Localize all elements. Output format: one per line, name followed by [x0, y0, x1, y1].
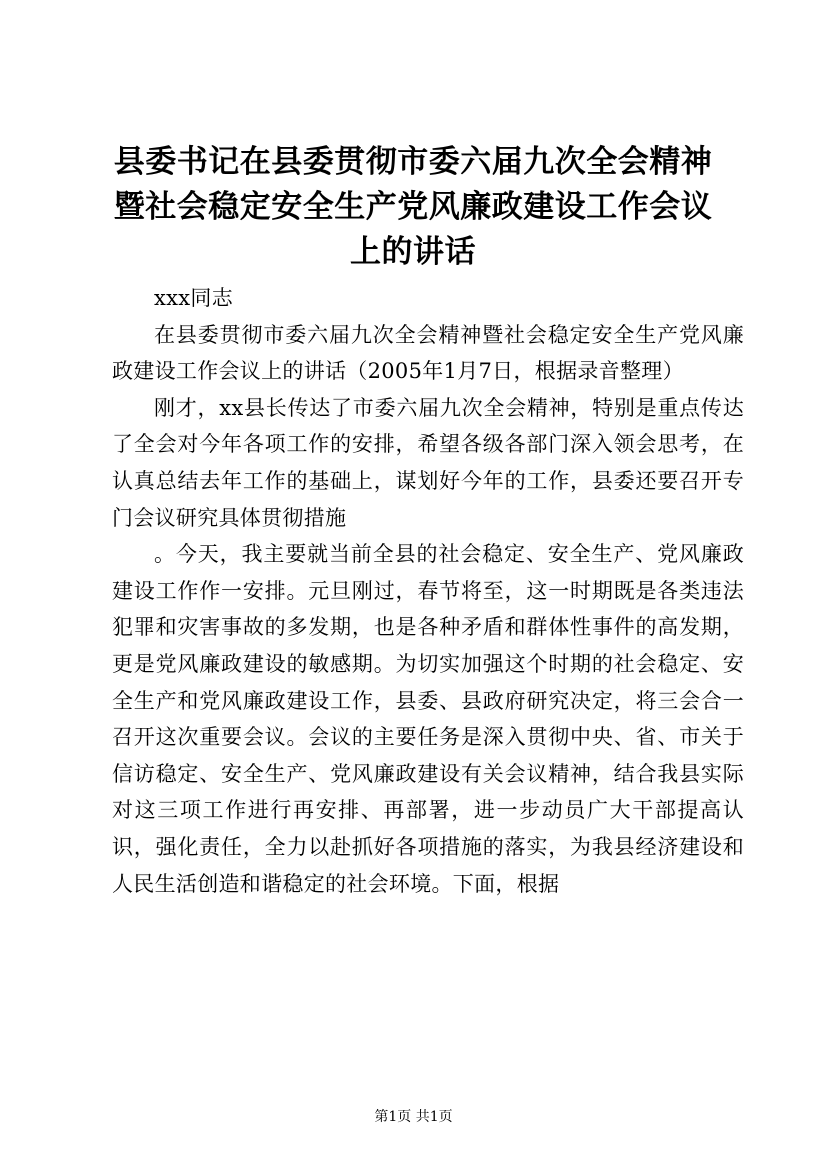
- page-footer: 第1页 共1页: [374, 1109, 453, 1125]
- document-title: 县委书记在县委贯彻市委六届九次全会精神暨社会稳定安全生产党风廉政建设工作会议上的讲话: [113, 144, 713, 270]
- body-paragraph: 。今天，我主要就当前全县的社会稳定、安全生产、党风廉政建设工作作一安排。元旦刚过，春节将至，这一时期既是各类违法犯罪和灾害事故的多发期，也是各种矛盾和群体性事件的高发期，更是党风廉政建设的敏感期。为切实加强这个时期的社会稳定、安全生产和党风廉政建设工作，县委、县政府研究决定，将三会合一召开这次重要会议。会议的主要任务是深入贯彻中央、省、市关于信访稳定、安全生产、党风廉政建设有关会议精神，结合我县实际对这三项工作进行再安排、再部署，进一步动员广大干部提高认识，强化责任，全力以赴抓好各项措施的落实，为我县经济建设和人民生活创造和谐稳定的社会环境。下面，根据: [112, 542, 744, 896]
- subtitle-paragraph: 在县委贯彻市委六届九次全会精神暨社会稳定安全生产党风廉政建设工作会议上的讲话（2005年1月7日，根据录音整理）: [112, 322, 744, 384]
- document-body: [112, 280, 744, 902]
- body-paragraph: 刚才，xx县长传达了市委六届九次全会精神，特别是重点传达了全会对今年各项工作的安排，希望各级各部门深入领会思考，在认真总结去年工作的基础上，谋划好今年的工作，县委还要召开专门会议研究具体贯彻措施: [112, 395, 744, 530]
- salutation-paragraph: xxx同志: [154, 286, 234, 310]
